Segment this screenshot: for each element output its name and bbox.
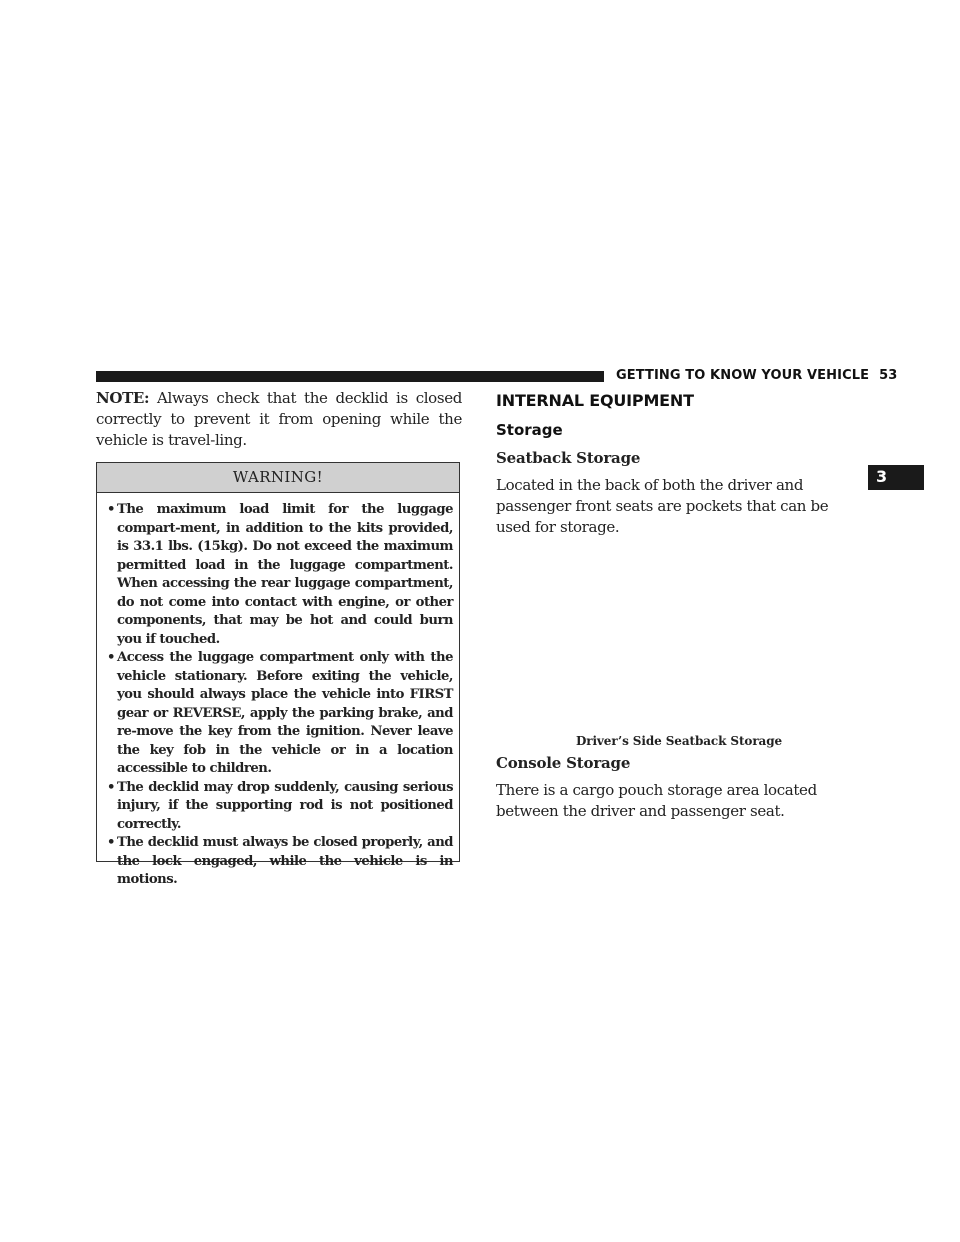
bullet-icon: •: [107, 779, 115, 795]
warning-item: • The maximum load limit for the luggage compart-ment, in addition to the kits provided, is 33.1 lbs. (15kg). Do not exceed the maximum permitted load in the luggage compartment. When accessing the rear luggage compartment, do not come into contact with engine, or other components, that may be hot and could burn you if touched.: [107, 502, 453, 647]
warning-box: [96, 462, 460, 887]
page-number: 53: [879, 368, 898, 383]
bullet-icon: •: [107, 835, 115, 850]
seatback-storage-title: Seatback Storage: [496, 449, 641, 467]
left-column: [96, 388, 462, 451]
section-heading: INTERNAL EQUIPMENT: [496, 391, 694, 410]
section-title: GETTING TO KNOW YOUR VEHICLE: [616, 368, 870, 383]
note-paragraph: [96, 388, 462, 451]
warning-item: • The decklid must always be closed properly, and the lock engaged, while the vehicle is in motions.: [107, 835, 453, 887]
note-label: NOTE:: [96, 389, 150, 407]
console-storage-text: There is a cargo pouch storage area located between the driver and passenger seat.: [496, 781, 817, 820]
warning-title: WARNING!: [97, 463, 459, 493]
header-rule: [96, 371, 604, 382]
chapter-number: 3: [876, 467, 888, 486]
warning-item: • Access the luggage compartment only with the vehicle stationary. Before exiting the vehicle, you should always place the vehicle into FIRST gear or REVERSE, apply the parking brake, and re-move the key from the ignition. Never leave the key fob in the vehicle or in a location accessible to children.: [107, 650, 453, 776]
running-header: [616, 368, 897, 383]
subsection-heading: Storage: [496, 421, 563, 439]
bullet-icon: •: [107, 650, 115, 665]
console-storage-title: Console Storage: [496, 754, 631, 772]
figure-caption: Driver’s Side Seatback Storage: [575, 734, 783, 748]
seatback-storage-text: Located in the back of both the driver and passenger front seats are pockets that can be used for storage.: [496, 476, 829, 536]
warning-list: [97, 493, 459, 890]
chapter-tab: [868, 465, 924, 490]
note-text: Always check that the decklid is closed correctly to prevent it from opening while the vehicle is travel-ling.: [96, 389, 462, 449]
bullet-icon: •: [107, 502, 115, 517]
warning-item: • The decklid may drop suddenly, causing serious injury, if the supporting rod is not positioned correctly.: [107, 779, 453, 832]
